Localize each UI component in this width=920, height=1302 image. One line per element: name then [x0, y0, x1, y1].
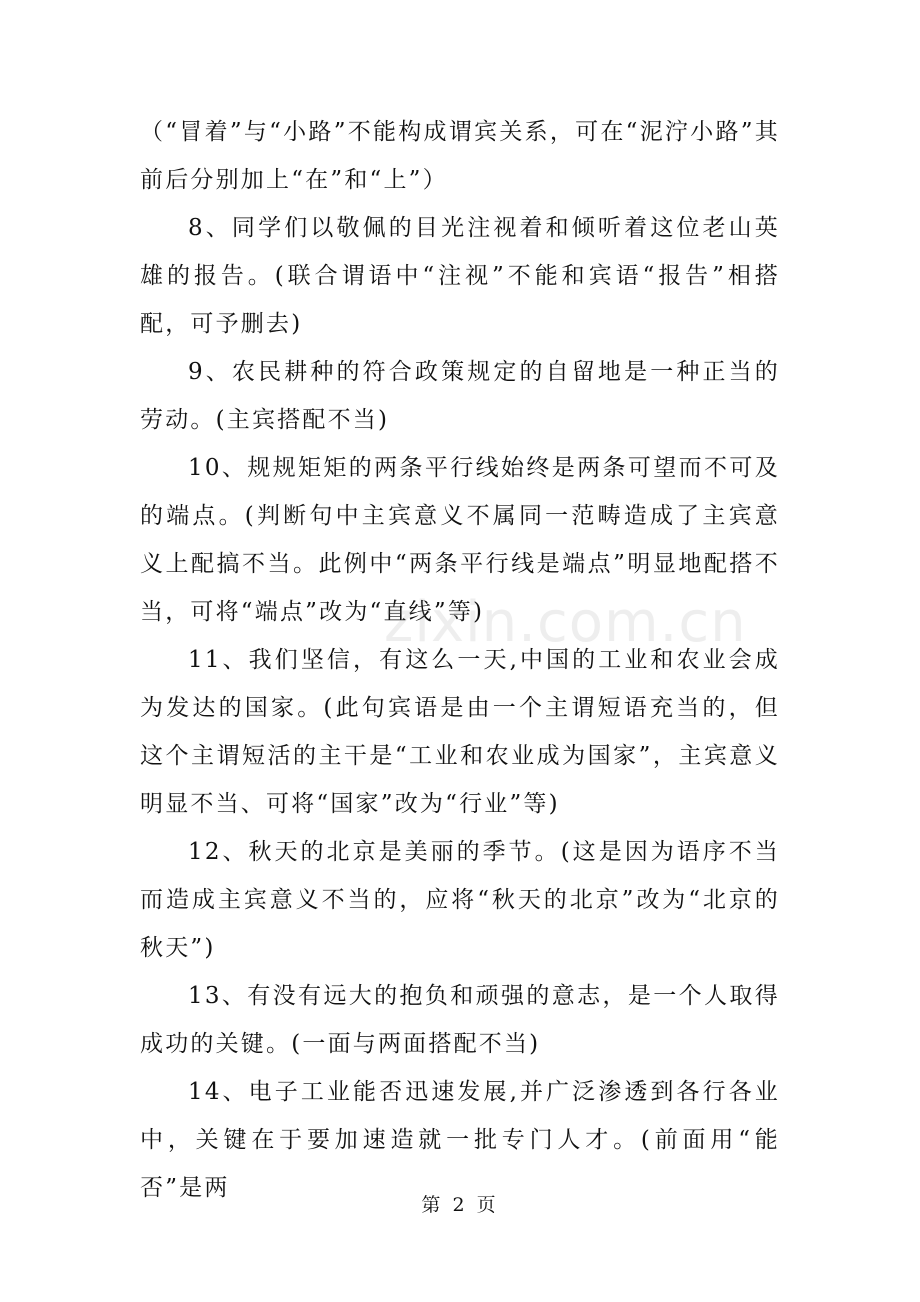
paragraph: 10、规规矩矩的两条平行线始终是两条可望而不可及的端点。(判断句中主宾意义不属同一范畴造成了主宾意义上配搞不当。此例中“两条平行线是端点”明显地配搭不当，可将“端点”改为“直线”等) [140, 455, 780, 625]
paragraph: 11、我们坚信，有这么一天,中国的工业和农业会成为发达的国家。(此句宾语是由一个主谓短语充当的，但这个主谓短活的主干是“工业和农业成为国家”，主宾意义明显不当、可将“国家”改为“行业”等) [140, 647, 780, 817]
paragraph: 14、电子工业能否迅速发展,并广泛渗透到各行各业中，关键在于要加速造就一批专门人才。(前面用“能否”是两 [140, 1079, 780, 1201]
document-body [140, 108, 780, 1212]
paragraph: 13、有没有远大的抱负和顽强的意志，是一个人取得成功的关键。(一面与两面搭配不当) [140, 983, 780, 1057]
paragraph: 12、秋天的北京是美丽的季节。(这是因为语序不当而造成主宾意义不当的，应将“秋天的北京”改为“北京的秋天”) [140, 839, 780, 961]
paragraph: 8、同学们以敬佩的目光注视着和倾听着这位老山英雄的报告。(联合谓语中“注视”不能和宾语“报告”相搭配，可予删去) [140, 215, 780, 337]
watermark: zixin.com.cn [384, 590, 747, 655]
page-number-footer: 第 2 页 [421, 1194, 499, 1216]
paragraph: 9、农民耕种的符合政策规定的自留地是一种正当的劳动。(主宾搭配不当) [140, 359, 780, 433]
paragraph: （“冒着”与“小路”不能构成谓宾关系，可在“泥泞小路”其前后分别加上“在”和“上”） [140, 119, 780, 193]
